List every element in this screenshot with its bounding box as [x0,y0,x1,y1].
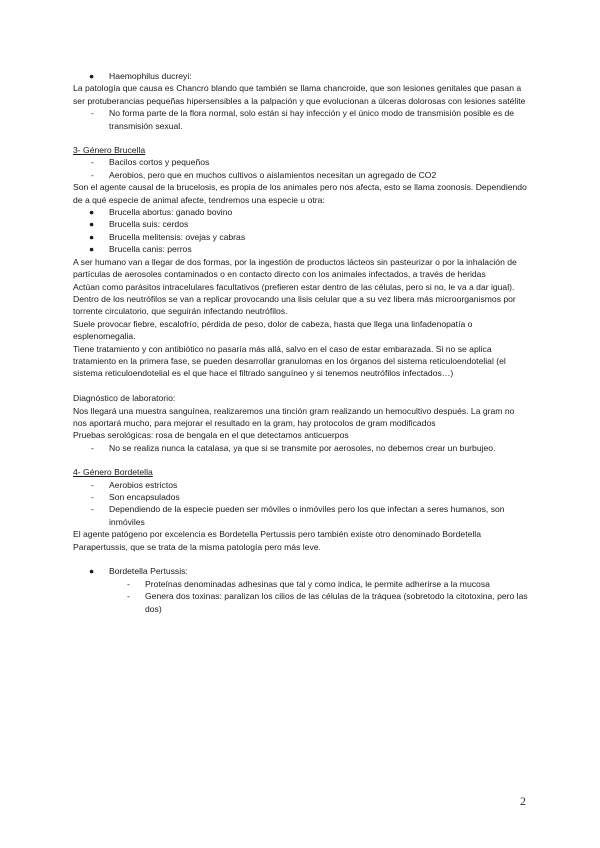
section-heading-bordetella: 4- Género Bordetella [73,467,153,478]
paragraph: La patología que causa es Chancro blando que también se llama chancroide, que son lesiones genitales que pasan a ser protuberancias pequeñas hipersensibles a la palpación y que evolucionan a úlceras dolorosas con lesiones satélite [73,83,526,106]
dash-item-text: Aerobios, pero que en muchos cultivos o aislamientos necesitan un agregado de CO2 [109,169,437,180]
list-item [73,243,528,255]
dash-marker: - [91,479,94,490]
bullet-marker: ● [89,231,95,242]
dash-marker: - [127,591,130,602]
dash-marker: - [91,504,94,515]
dash-item-text: Genera dos toxinas: paralizan los cilios de las células de la tráquea (sobretodo la citotoxina, pero las dos) [145,591,528,614]
paragraph: Son el agente causal de la brucelosis, es propia de los animales pero nos afecta, esto se llama zoonosis. Dependiendo de a qué especie de animal afecte, tendremos una especie u otra: [73,182,527,205]
spacer [73,553,528,565]
sub-dash-item [73,590,528,615]
dash-marker: - [91,442,94,453]
paragraph: Suele provocar fiebre, escalofrío, pérdida de peso, dolor de cabeza, hasta que llega una linfadenopatía o esplenomegalia. [73,318,473,342]
dash-item-text: Dependiendo de la especie pueden ser móviles o inmóviles pero los que infectan a seres humanos, son inmóviles [109,504,505,527]
dash-item-text: No se realiza nunca la catalasa, ya que si se transmite por aerosoles, no debemos crear un burbujeo. [109,442,496,453]
dash-marker: - [91,169,94,180]
paragraph: Tiene tratamiento y con antibiótico no pasaría más allá, salvo en el caso de estar embarazada. Si no se aplica tratamiento en la primera fase, se pueden desarrollar granulomas en los órganos del sistema reticuloendotelial (el sistema reticuloendotelial es el que hace el filtrado sanguíneo y si tenemos neutrófilos infectados…) [73,343,506,379]
dash-item-text: Proteínas denominadas adhesinas que tal y como indica, le permite adherirse a la mucosa [145,578,490,589]
section-heading-brucella: 3- Género Brucella [73,145,146,156]
dash-item-text: Aerobios estrictos [109,479,178,490]
list-item-text: Brucella suis: cerdos [109,219,189,230]
sub-dash-item [73,578,528,590]
list-item-pertussis [73,565,528,577]
bullet-marker: ● [89,244,95,255]
list-item [73,218,528,230]
list-item-text: Brucella canis: perros [109,244,192,255]
paragraph: A ser humano van a llegar de dos formas, por la ingestión de productos lácteos sin pasteurizar o por la inhalación de partículas de aerosoles contaminados o en contacto directo con los animales infectados, a través de heridas [73,256,517,280]
dash-item-text: No forma parte de la flora normal, solo están si hay infección y el único modo de transmisión posible es de transmisión sexual. [109,108,515,131]
bullet-marker: ● [89,219,95,230]
list-item-text: Bordetella Pertussis: [109,566,188,577]
dash-marker: - [91,491,94,502]
dash-item-text: Son encapsulados [109,491,180,502]
dash-item [73,442,528,454]
dash-marker: - [127,578,130,589]
list-item-text: Brucella abortus: ganado bovino [109,207,233,218]
bullet-marker: ● [89,71,95,81]
list-item [73,231,528,243]
list-item-text: Brucella melitensis: ovejas y cabras [109,231,246,242]
list-item-haemophilus [73,70,528,82]
dash-item [73,479,528,491]
dash-item [73,169,528,181]
dash-item [73,491,528,503]
dash-marker: - [91,108,94,119]
paragraph: Actúan como parásitos intracelulares facultativos (prefieren estar dentro de las células, pero si no, le va a dar igual). Dentro de los neutrófilos se van a replicar provocando una lisis celular que a su vez libera más microorganismos por torrente circulatorio, que seguirán infectando neutrófilos. [73,281,516,317]
page-content [73,70,528,615]
dash-item [73,156,528,168]
page-number: 2 [520,794,526,808]
paragraph: El agente patógeno por excelencia es Bordetella Pertussis pero también existe otro denominado Bordetella Parapertussis, que se trata de la misma patología pero más leve. [73,529,481,552]
dash-item [73,503,528,528]
paragraph: Nos llegará una muestra sanguínea, realizaremos una tinción gram realizando un hemocultivo después. La gram no nos aportará mucho, para mejorar el resultado en la gram, hay protocolos de gram modificados [73,405,515,428]
subsection-title: Diagnóstico de laboratorio: [73,393,176,404]
bullet-marker: ● [89,207,95,218]
bullet-marker: ● [89,566,95,577]
list-item [73,206,528,218]
dash-item-text: Bacilos cortos y pequeños [109,157,210,168]
list-item-text: Haemophilus ducreyi: [109,71,192,81]
paragraph: Pruebas serológicas: rosa de bengala en el que detectamos anticuerpos [73,430,349,441]
spacer [73,380,528,392]
dash-item [73,107,528,132]
dash-marker: - [91,157,94,168]
